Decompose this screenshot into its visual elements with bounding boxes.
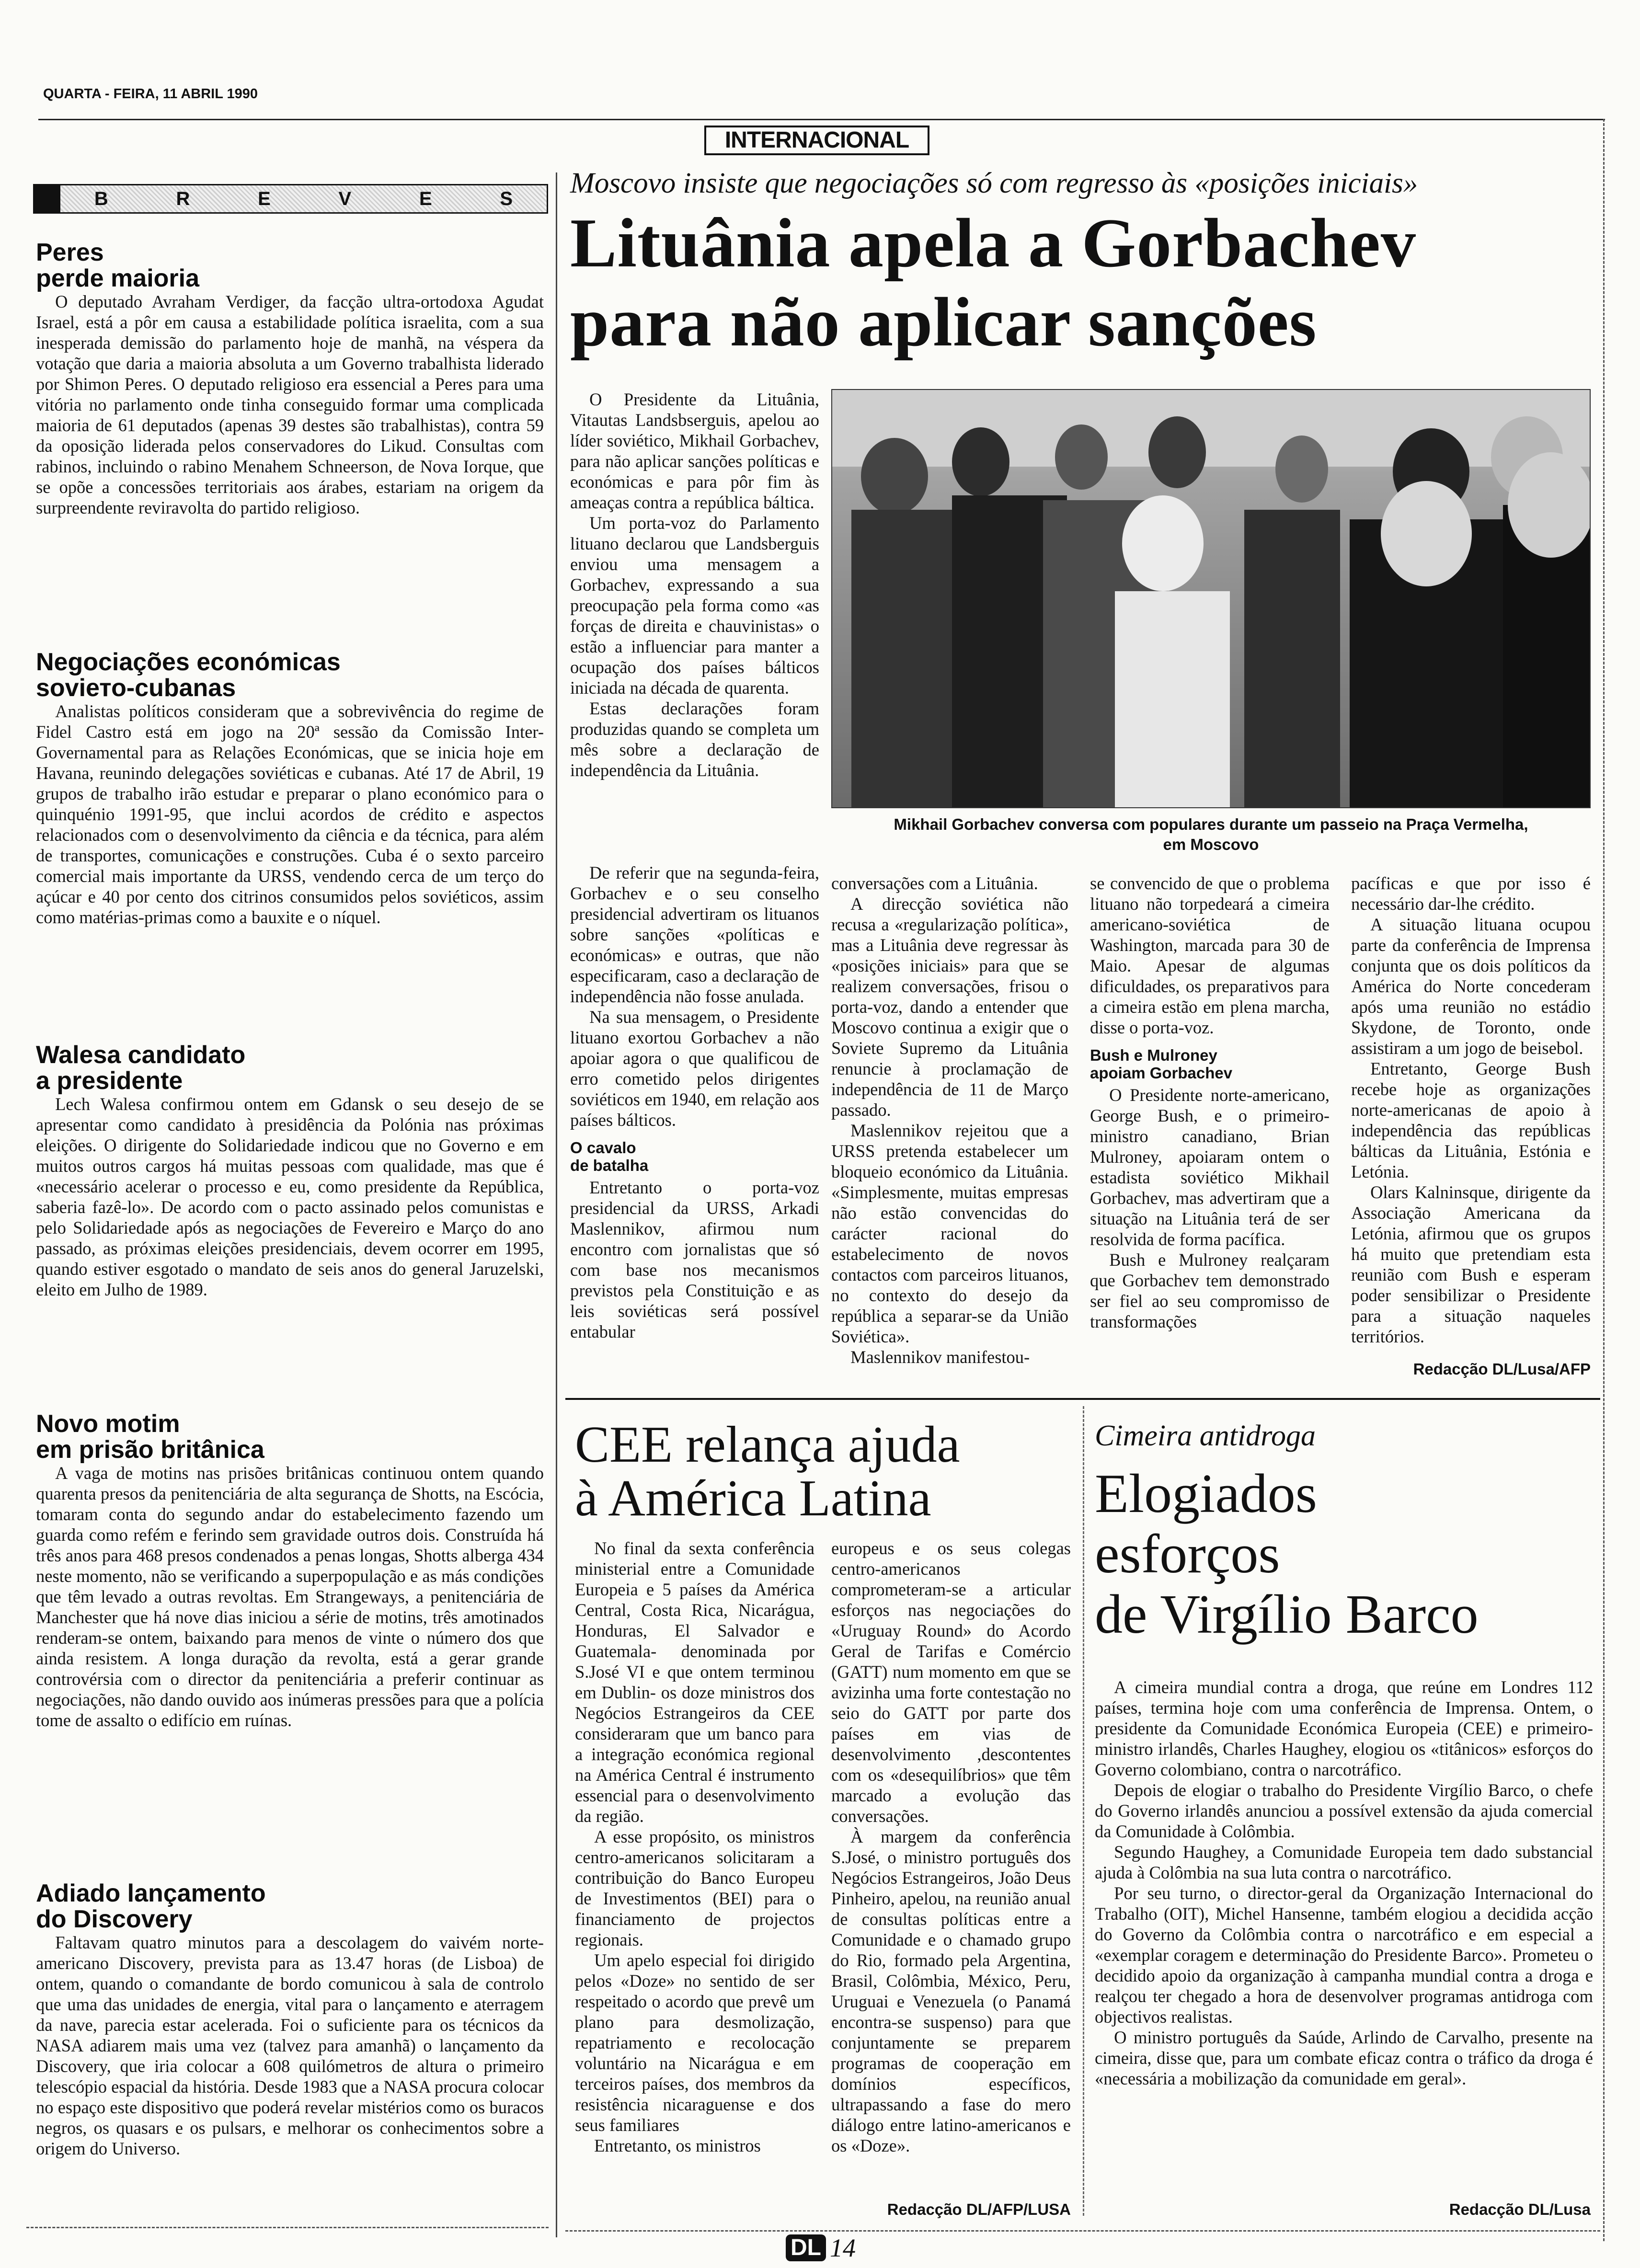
breves-letter: V	[338, 188, 352, 209]
cee-headline	[575, 1418, 1078, 1525]
main-headline	[570, 204, 1600, 362]
breves-letter: E	[419, 188, 432, 209]
breves-banner	[33, 184, 548, 214]
footer-rule	[565, 2230, 1600, 2232]
cee-col2	[831, 1538, 1071, 2156]
subhead-cavalo	[570, 1139, 819, 1174]
main-paragraph: Estas declarações foram produzidas quando se completa um mês sobre a declaração de independência da Lituânia.	[570, 699, 819, 780]
barco-headline-line: esforços	[1095, 1523, 1280, 1585]
footer-page	[786, 2234, 856, 2262]
subhead-line: de batalha	[570, 1157, 649, 1174]
main-paragraph: se convencido de que o problema lituano não torpedeará a cimeira americano-soviética de Washington, marcada para 30 de Maio. Apesar de algumas dificuldades, os preparativos para a cimeira estão em plena marcha, disse o porta-voz.	[1090, 873, 1330, 1037]
barco-credit: Redacção DL/Lusa	[1449, 2200, 1591, 2218]
main-paragraph: Um porta-voz do Parlamento lituano declarou que Landsberguis enviou uma mensagem a Gorbachev, expressando a sua preocupação pela forma como «as forças de direita e chauvinistas» o estão a influenciar para manter a ocupação dos países bálticos iniciada na década de quarenta.	[570, 513, 819, 698]
barco-paragraph: Depois de elogiar o trabalho do Presidente Virgílio Barco, o chefe do Governo irlandês anunciou a possível extensão da ajuda comercial da Comunidade à Colômbia.	[1095, 1780, 1593, 1841]
top-rule	[38, 119, 1605, 120]
breves-divider	[556, 172, 557, 2237]
breves-letter: R	[176, 188, 190, 209]
breves-bottom-rule	[26, 2227, 549, 2228]
photo-caption-line: Mikhail Gorbachev conversa com populares durante um passeio na Praça Vermelha,	[894, 815, 1528, 833]
subhead-line: apoiam Gorbachev	[1090, 1064, 1233, 1082]
barco-headline-line: de Virgílio Barco	[1095, 1584, 1479, 1645]
breve-text: O deputado Avraham Verdiger, da facção ultra-ortodoxa Agudat Israel, está a pôr em causa a estabilidade política israelita, com a sua inesperada demissão do parlamento hoje de manhã, na véspera da votação que daria a maioria absoluta a um Governo trabalhista liderado por Shimon Peres. O deputado religioso era essencial a Peres para uma vitória no parlamento onde tinha conseguido formar uma complicada maioria de 61 deputados (apenas 39 destes são trabalhistas), contra 59 da oposição liderada pelos conservadores do Likud. Consultas com rabinos, incluindo o rabino Menahem Schneerson, de Nova Iorque, que se opõe a concessões territoriais aos árabes, estariam na origem da surpreendente reviravolta do partido religioso.	[36, 292, 544, 517]
cee-col1	[575, 1538, 814, 2156]
cee-paragraph: Um apelo especial foi dirigido pelos «Doze» no sentido de ser respeitado o acordo que prevê um plano para desmolização, repatriamento e recolocação voluntário na Nicarágua e em terceiros países, dos membros da resistência nicaraguense e dos seus familiares	[575, 1950, 814, 2135]
breve-item	[36, 1411, 544, 1730]
breve-item	[36, 649, 544, 928]
barco-headline	[1095, 1464, 1598, 1645]
breve-title: Negociações económicas	[36, 648, 341, 676]
dl-logo: DL	[786, 2234, 826, 2261]
main-col1-bottom	[570, 862, 819, 1342]
breve-title: Peres	[36, 239, 104, 266]
cee-paragraph: europeus e os seus colegas centro-americanos comprometeram-se a articular esforços nas negociações do «Uruguay Round» do Acordo Geral de Tarifas e Comércio (GATT) num momento em que se avizinha uma forte contestação no seio do GATT por parte dos países em vias de desenvolvimento ,descontentes com os «desequilíbrios» que têm marcado a evolução das conversações.	[831, 1538, 1071, 1826]
subhead-line: O cavalo	[570, 1139, 636, 1157]
cee-credit: Redacção DL/AFP/LUSA	[887, 2200, 1071, 2218]
cee-paragraph: No final da sexta conferência ministerial entre a Comunidade Europeia e 5 países da América Central, Costa Rica, Nicarágua, Honduras, El Salvador e Guatemala- denominada por S.José VI e que ontem terminou em Dublin- os doze ministros dos Negócios Estrangeiros da CEE consideraram que um banco para a integração económica regional na América Central é instrumento essencial para o desenvolvimento da região.	[575, 1538, 814, 1826]
subhead-bush	[1090, 1046, 1330, 1082]
breve-title: perde maioria	[36, 264, 200, 292]
dateline: QUARTA - FEIRA, 11 ABRIL 1990	[43, 86, 258, 102]
breves-banner-block	[34, 184, 60, 214]
main-paragraph: O Presidente da Lituânia, Vitautas Landsbserguis, apelou ao líder soviético, Mikhail Gorbachev, para não aplicar sanções políticas e económicas e para pôr fim às ameaças contra a república báltica.	[570, 389, 819, 512]
breves-column	[26, 182, 549, 2228]
main-paragraph: A situação lituana ocupou parte da conferência de Imprensa conjunta que os dois políticos da América do Norte concederam após uma reunião no estádio Skydone, de Toronto, onde assistiram a um jogo de beisebol.	[1351, 915, 1591, 1058]
lower-section-rule	[565, 1398, 1600, 1400]
barco-paragraph: Segundo Haughey, a Comunidade Europeia tem dado substancial ajuda à Colômbia na sua luta contra o narcotráfico.	[1095, 1842, 1593, 1882]
barco-headline-line: Elogiados	[1095, 1463, 1317, 1524]
breve-title: Novo motim	[36, 1410, 180, 1438]
main-paragraph: O Presidente norte-americano, George Bush, e o primeiro-ministro canadiano, Brian Mulroney, apoiaram ontem o estadista soviético Mikhail Gorbachev, mas advertiram que a situação na Lituânia terá de ser resolvida de forma pacífica.	[1090, 1085, 1330, 1249]
photo-caption-line: em Moscovo	[1163, 836, 1259, 853]
barco-paragraph: Por seu turno, o director-geral da Organização Internacional do Trabalho (OIT), Michel Hansenne, também elogiou a decidida acção do Governo da Colômbia contra o narcotráfico e em especial a «exemplar coragem e determinação do Presidente Barco». Prometeu o decidido apoio da organização à campanha mundial contra a droga e realçou ter chegado a hora de desenvolver programas antidroga com objectivos realistas.	[1095, 1883, 1593, 2027]
main-col1-top	[570, 389, 819, 780]
main-headline-line: para não aplicar sanções	[570, 283, 1317, 361]
main-col3	[1090, 873, 1330, 1332]
barco-paragraph: A cimeira mundial contra a droga, que reúne em Londres 112 países, termina hoje com uma conferência de Imprensa. Ontem, o presidente da Comunidade Económica Europeia (CEE) e primeiro-ministro irlandês, Charles Haughey, elogiou os «titânicos» esforços do Governo colombiano, contra o narcotráfico.	[1095, 1677, 1593, 1779]
breve-title: Adiado lançamento	[36, 1879, 266, 1907]
breve-title: a presidente	[36, 1067, 183, 1095]
breve-item	[36, 1880, 544, 2159]
photo-caption	[831, 814, 1591, 855]
main-paragraph: Olars Kalninsque, dirigente da Associação Americana da Letónia, afirmou que os grupos há muito que pretendiam esta reunião com Bush e esperam poder sensibilizar o Presidente para a situação naqueles territórios.	[1351, 1182, 1591, 1346]
breve-text: A vaga de motins nas prisões britânicas continuou ontem quando quarenta presos da penitenciária de alta segurança de Shotts, na Escócia, tomaram conta do segundo andar do estabelecimento fazendo um guarda como refém e ferindo sem gravidade outros dois. Construída há três anos para 468 presos condenados a penas longas, Shotts alberga 434 neste momento, não se verificando a superpopulação e as más condições que têm levado a outras revoltas. Em Strangeways, a penitenciária de Manchester que há nove dias iniciou a série de motins, três amotinados renderam-se ontem, baixando para menos de vinte o número dos que ainda resistem. A longa duração da revolta, está a gerar grande controvérsia com o director da penitenciária a preferir continuar as negociações, não dando ouvido aos inúmeras pressões para que a polícia tome de assalto o edifício em ruínas.	[36, 1463, 544, 1730]
page-number: 14	[829, 2234, 856, 2262]
photo-gorbachev	[831, 389, 1591, 808]
main-paragraph: Entretanto o porta-voz presidencial da URSS, Arkadi Maslennikov, afirmou num encontro com jornalistas que só com base nos mecanismos previstos pela Constituição e as leis soviéticas será possível entabular	[570, 1178, 819, 1341]
section-label: INTERNACIONAL	[704, 126, 929, 155]
breve-text: Analistas políticos consideram que a sobrevivência do regime de Fidel Castro está em jogo na 20ª sessão da Comissão Inter-Governamental para as Relações Económicas, que se inicia hoje em Havana, reunindo delegações soviéticas e cubanas. Até 17 de Abril, 19 grupos de trabalho irão estudar e preparar o plano económico para o quinquénio 1991-95, que inclui acordos de crédito e aspectos relacionados com o desenvolvimento da ciência e da técnica, para além de transportes, comunicações e construções. Cuba é o sexto parceiro comercial mais importante da URSS, vendendo cerca de um terço do açúcar e 40 por cento dos citrinos consumidos pelos soviéticos, assim como matérias-primas como a bauxite e o níquel.	[36, 701, 544, 927]
breve-title: Walesa candidato	[36, 1041, 246, 1069]
breves-letter: B	[94, 188, 108, 209]
breve-text: Faltavam quatro minutos para a descolagem do vaivém norte-americano Discovery, prevista para as 13.47 horas (de Lisboa) de ontem, quando o comandante de bordo comunicou à sala de controlo que uma das unidades de energia, vital para o lançamento e aterragem da nave, parecia estar acelerada. Foi o suficiente para os técnicos da NASA adiarem mais uma vez (talvez para amanhã) o lançamento da Discovery, que iria colocar a 608 quilómetros de altura o primeiro telescópio espacial da história. Desde 1983 que a NASA procura colocar no espaço este dispositivo que poderá revelar mistérios como os buracos negros, os quasars e os pulsars, e melhorar os conhecimentos sobre a origem do Universo.	[36, 1933, 544, 2158]
main-paragraph: Na sua mensagem, o Presidente lituano exortou Gorbachev a não apoiar agora o que qualificou de erro cometido pelos dirigentes soviéticos em 1940, em relação aos países bálticos.	[570, 1007, 819, 1130]
cee-headline-line: à América Latina	[575, 1470, 931, 1527]
barco-paragraph: O ministro português da Saúde, Arlindo de Carvalho, presente na cimeira, disse que, para um combate eficaz contra o tráfico da droga é «necessária a mobilização da comunidade em geral».	[1095, 2027, 1593, 2088]
breve-title: soviето-cubanas	[36, 674, 236, 702]
breve-title: em prisão britânica	[36, 1436, 264, 1464]
main-paragraph: conversações com a Lituânia.	[831, 873, 1038, 893]
main-paragraph: Bush e Mulroney realçaram que Gorbachev tem demonstrado ser fiel ao seu compromisso de transformações	[1090, 1250, 1330, 1331]
photo-crowd-illustration	[832, 390, 1591, 808]
breve-text: Lech Walesa confirmou ontem em Gdansk o seu desejo de se apresentar como candidato à presidência da Polónia nas próximas eleições. O dirigente do Solidariedade indicou que no Governo e em muitos outros cargos há muitas pessoas com qualidade, mas que é «necessário acelerar o processo e eu, como presidente da República, saberia fazê-lo». De acordo com o pacto assinado pelos comunistas e pelo Solidariedade após as negociações de Fevereiro e Março do ano passado, as próximas eleições presidenciais, devem ocorrer em 1995, quando estiver esgotado o mandato de seis anos do general Jaruzelski, eleito em Julho de 1989.	[36, 1094, 544, 1299]
main-kicker: Moscovo insiste que negociações só com regresso às «posições iniciais»	[570, 167, 1418, 199]
subhead-line: Bush e Mulroney	[1090, 1046, 1217, 1064]
barco-kicker: Cimeira antidroga	[1095, 1420, 1316, 1452]
cee-paragraph: À margem da conferência S.José, o ministro português dos Negócios Estrangeiros, João Deus Pinheiro, apelou, na reunião anual de consultas políticas entre a Comunidade e o chamado grupo do Rio, formado pela Argentina, Brasil, Colômbia, México, Peru, Uruguai e Venezuela (o Panamá encontra-se suspenso) para que conjuntamente se preparem programas de cooperação em domínios específicos, ultrapassando a fase do mero diálogo entre latino-americanos e os «Doze».	[831, 1827, 1071, 2155]
main-paragraph: A direcção soviética não recusa a «regularização política», mas a Lituânia deve regressar às «posições iniciais» para que se realizem conversações, frisou o porta-voz, dando a entender que Moscovo continua a exigir que o Soviete Supremo da Lituânia renuncie à proclamação de independência de 11 de Março passado.	[831, 894, 1068, 1120]
main-headline-line: Lituânia apela a Gorbachev	[570, 204, 1416, 282]
barco-body	[1095, 1677, 1593, 2089]
right-page-edge	[1603, 119, 1605, 2241]
breve-item	[36, 240, 544, 518]
breves-letter: S	[500, 188, 513, 209]
main-paragraph: pacíficas e que por isso é necessário dar-lhe crédito.	[1351, 873, 1591, 914]
breve-title: do Discovery	[36, 1905, 193, 1933]
cee-paragraph: A esse propósito, os ministros centro-americanos solicitaram a contribuição do Banco Europeu de Investimentos (BEI) para o financiamento de projectos regionais.	[575, 1827, 814, 1949]
main-paragraph: Maslennikov manifestou-	[850, 1347, 1030, 1367]
main-col4	[1351, 873, 1591, 1347]
main-paragraph: Maslennikov rejeitou que a URSS pretenda estabelecer um bloqueio económico da Lituânia. «Simplesmente, muitas empresas não estão convencidas do carácter racional do estabelecimento de novos contactos com parceiros lituanos, no contexto do desejo da república a separar-se da União Soviética».	[831, 1121, 1068, 1346]
cee-headline-line: CEE relança ajuda	[575, 1416, 960, 1473]
cee-paragraph: Entretanto, os ministros	[594, 2136, 761, 2155]
main-credit: Redacção DL/Lusa/AFP	[1413, 1360, 1591, 1378]
breves-letter: E	[258, 188, 271, 209]
main-paragraph: De referir que na segunda-feira, Gorbachev e o seu conselho presidencial advertiram os lituanos sobre sanções «políticas e económicas» e outras, que não especificaram, caso a declaração de independência não fosse anulada.	[570, 863, 819, 1006]
cee-barco-divider	[1083, 1406, 1084, 2216]
main-paragraph: Entretanto, George Bush recebe hoje as organizações norte-americanas de apoio à independência das repúblicas bálticas da Lituânia, Estónia e Letónia.	[1351, 1059, 1591, 1181]
breve-item	[36, 1042, 544, 1300]
main-col2	[831, 873, 1068, 1367]
